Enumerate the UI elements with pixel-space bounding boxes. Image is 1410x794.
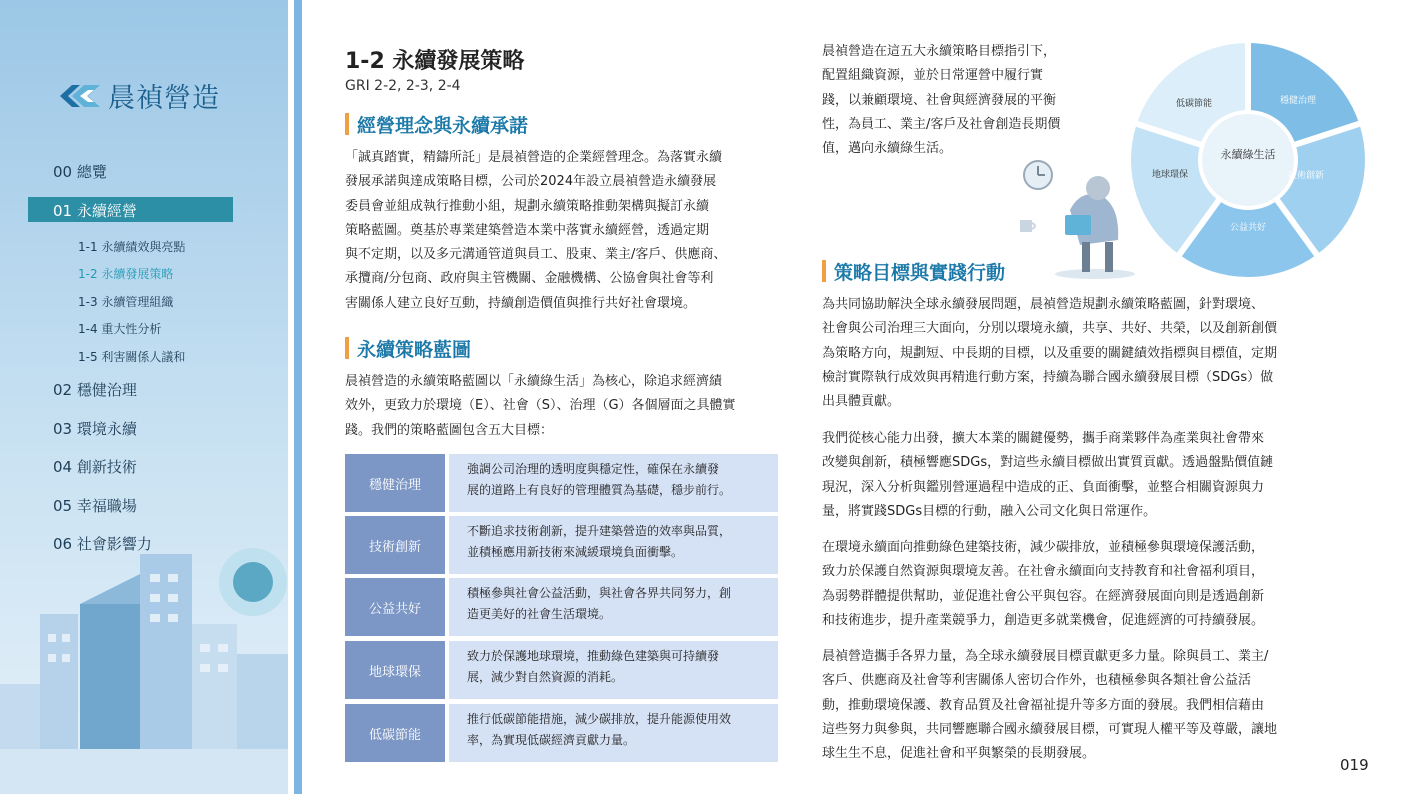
sub-item-1-5[interactable]: 1-5 利害關係人議和 (78, 350, 186, 364)
actions-paragraph-2: 我們從核心能力出發，擴大本業的關鍵優勢，攜手商業夥伴為產業與社會帶來 改變與創新，積極響應SDGs，對這些永續目標做出實質貢獻。透過盤點價值鏈 現況，深入分析與鑑別營運過程中造成的正、負面衝擊，並整合相關資源與力 量，將實踐SDGs目標的行動，融入公司文化與日常運作。 (822, 431, 1274, 519)
strategy-row (345, 516, 778, 574)
section-title-blueprint: 永續策略藍圖 (345, 335, 471, 362)
wheel-segment-low-carbon: 低碳節能 (1175, 99, 1213, 109)
strategy-row (345, 578, 778, 636)
nav-item-innovation[interactable]: 04 創新技術 (53, 458, 137, 476)
wheel-segment-public-welfare: 公益共好 (1229, 223, 1267, 233)
section-title-actions: 策略目標與實踐行動 (822, 258, 1005, 285)
brand-name: 晨禎營造 (108, 83, 220, 114)
strategy-desc: 積極參與社會公益活動，與社會各界共同努力，創 造更美好的社會生活環境。 (449, 578, 778, 636)
strategy-wheel (1128, 40, 1368, 280)
nav-item-label: 01 永續經營 (53, 202, 137, 220)
sub-item-1-4[interactable]: 1-4 重大性分析 (78, 322, 162, 336)
gri-reference: GRI 2-2, 2-3, 2-4 (345, 78, 461, 94)
strategy-row (345, 641, 778, 699)
strategy-key: 地球環保 (345, 641, 445, 699)
nav-item-workplace[interactable]: 05 幸福職場 (53, 497, 137, 515)
strategy-key: 低碳節能 (345, 704, 445, 762)
strategy-key: 技術創新 (345, 516, 445, 574)
wheel-center: 永續綠生活 (1220, 148, 1276, 161)
logo-icon (58, 81, 102, 111)
sub-item-1-1[interactable]: 1-1 永續績效與亮點 (78, 240, 186, 254)
actions-paragraph-1: 為共同協助解決全球永續發展問題，晨禎營造規劃永續策略藍圖，針對環境、 社會與公司治理三大面向，分別以環境永續，共享、共好、共榮，以及創新創價 為策略方向，規劃短、中長期的目標，以及重要的關鍵績效指標與目標值，定期 檢討實際執行成效與再精進行動方案，持續為聯合國永續發展目標（SDGs）做 出具體貢獻。 (822, 297, 1278, 410)
strategy-desc: 強調公司治理的透明度與穩定性，確保在永續發 展的道路上有良好的管理體質為基礎，穩步前行。 (449, 454, 778, 512)
actions-paragraph-3: 在環境永續面向推動綠色建築技術，減少碳排放，並積極參與環境保護活動， 致力於保護自然資源與環境友善。在社會永續面向支持教育和社會福利項目， 為弱勢群體提供幫助，並促進社會公平與包容。在經濟發展面向則是透過創新 和技術進步，提升產業競爭力，創造更多就業機會，促進經濟的可持續發展。 (822, 540, 1265, 628)
page-title: 1-2 永續發展策略 (345, 49, 525, 74)
strategy-desc: 不斷追求技術創新，提升建築營造的效率與品質， 並積極應用新技術來減緩環境負面衝擊。 (449, 516, 778, 574)
sub-item-1-2[interactable]: 1-2 永續發展策略 (78, 267, 174, 281)
strategy-desc: 推行低碳節能措施，減少碳排放，提升能源使用效 率，為實現低碳經濟貢獻力量。 (449, 704, 778, 762)
strategy-desc: 致力於保護地球環境，推動綠色建築與可持續發 展，減少對自然資源的消耗。 (449, 641, 778, 699)
nav-item-social-impact[interactable]: 06 社會影響力 (53, 535, 152, 553)
brand-logo[interactable] (58, 76, 220, 115)
actions-paragraph-4: 晨禎營造攜手各界力量，為全球永續發展目標貢獻更多力量。除與員工、業主/ 客戶、供應商及社會等利害關係人密切合作外，也積極參與各類社會公益活 動，推動環境保護、教育品質及社會福祉提升等多方面的發展。我們相信藉由 這些努力與參與，共同響應聯合國永續發展目標，可實現人權平等及尊嚴，讓地 球生生不息，促進社會和平與繁榮的長期發展。 (822, 649, 1278, 762)
section-title-philosophy: 經營理念與永續承諾 (345, 111, 528, 138)
strategy-key: 公益共好 (345, 578, 445, 636)
intro-right-text: 晨禎營造在這五大永續策略目標指引下， 配置組織資源，並於日常運營中履行實 踐，以兼顧環境、社會與經濟發展的平衡 性，為員工、業主/客戶及社會創造長期價 值，邁向永續綠生活。 (822, 44, 1061, 157)
nav-item-overview[interactable]: 00 總覽 (53, 163, 107, 181)
strategy-key: 穩健治理 (345, 454, 445, 512)
wheel-segment-earth: 地球環保 (1151, 170, 1189, 180)
section-philosophy-text: 「誠真踏實，精鑄所託」是晨禎營造的企業經營理念。為落實永續 發展承諾與達成策略目標，公司於2024年設立晨禎營造永續發展 委員會並組成執行推動小組，規劃永續策略推動架構與擬訂永續 策略藍圖。奠基於專業建築營造本業中落實永續經營，透過定期 與不定期，以及多元溝通管道與員工、股東、業主/客戶、供應商、 承攬商/分包商、政府與主管機關、金融機構、公協會與社會等利 害關係人建立良好互動，持續創造價值與推行共好社會環境。 (345, 150, 727, 311)
sidebar (0, 0, 288, 794)
wheel-segment-governance: 穩健治理 (1279, 96, 1317, 106)
strategy-row (345, 704, 778, 762)
nav-item-environment[interactable]: 03 環境永續 (53, 420, 137, 438)
sub-item-1-3[interactable]: 1-3 永續管理組織 (78, 295, 174, 309)
nav-item-sustainable-operations[interactable] (28, 197, 233, 222)
wheel-segment-innovation: 技術創新 (1287, 171, 1325, 181)
strategy-row (345, 454, 778, 512)
page-number: 019 (1340, 756, 1369, 774)
sidebar-divider-accent (294, 0, 302, 794)
person-laptop-illustration (1010, 150, 1140, 280)
nav-item-governance[interactable]: 02 穩健治理 (53, 381, 137, 399)
section-blueprint-text: 晨禎營造的永續策略藍圖以「永續綠生活」為核心，除追求經濟績 效外，更致力於環境（E）、社會（S）、治理（G）各個層面之具體實 踐。我們的策略藍圖包含五大目標： (345, 374, 736, 438)
city-illustration (0, 534, 288, 794)
